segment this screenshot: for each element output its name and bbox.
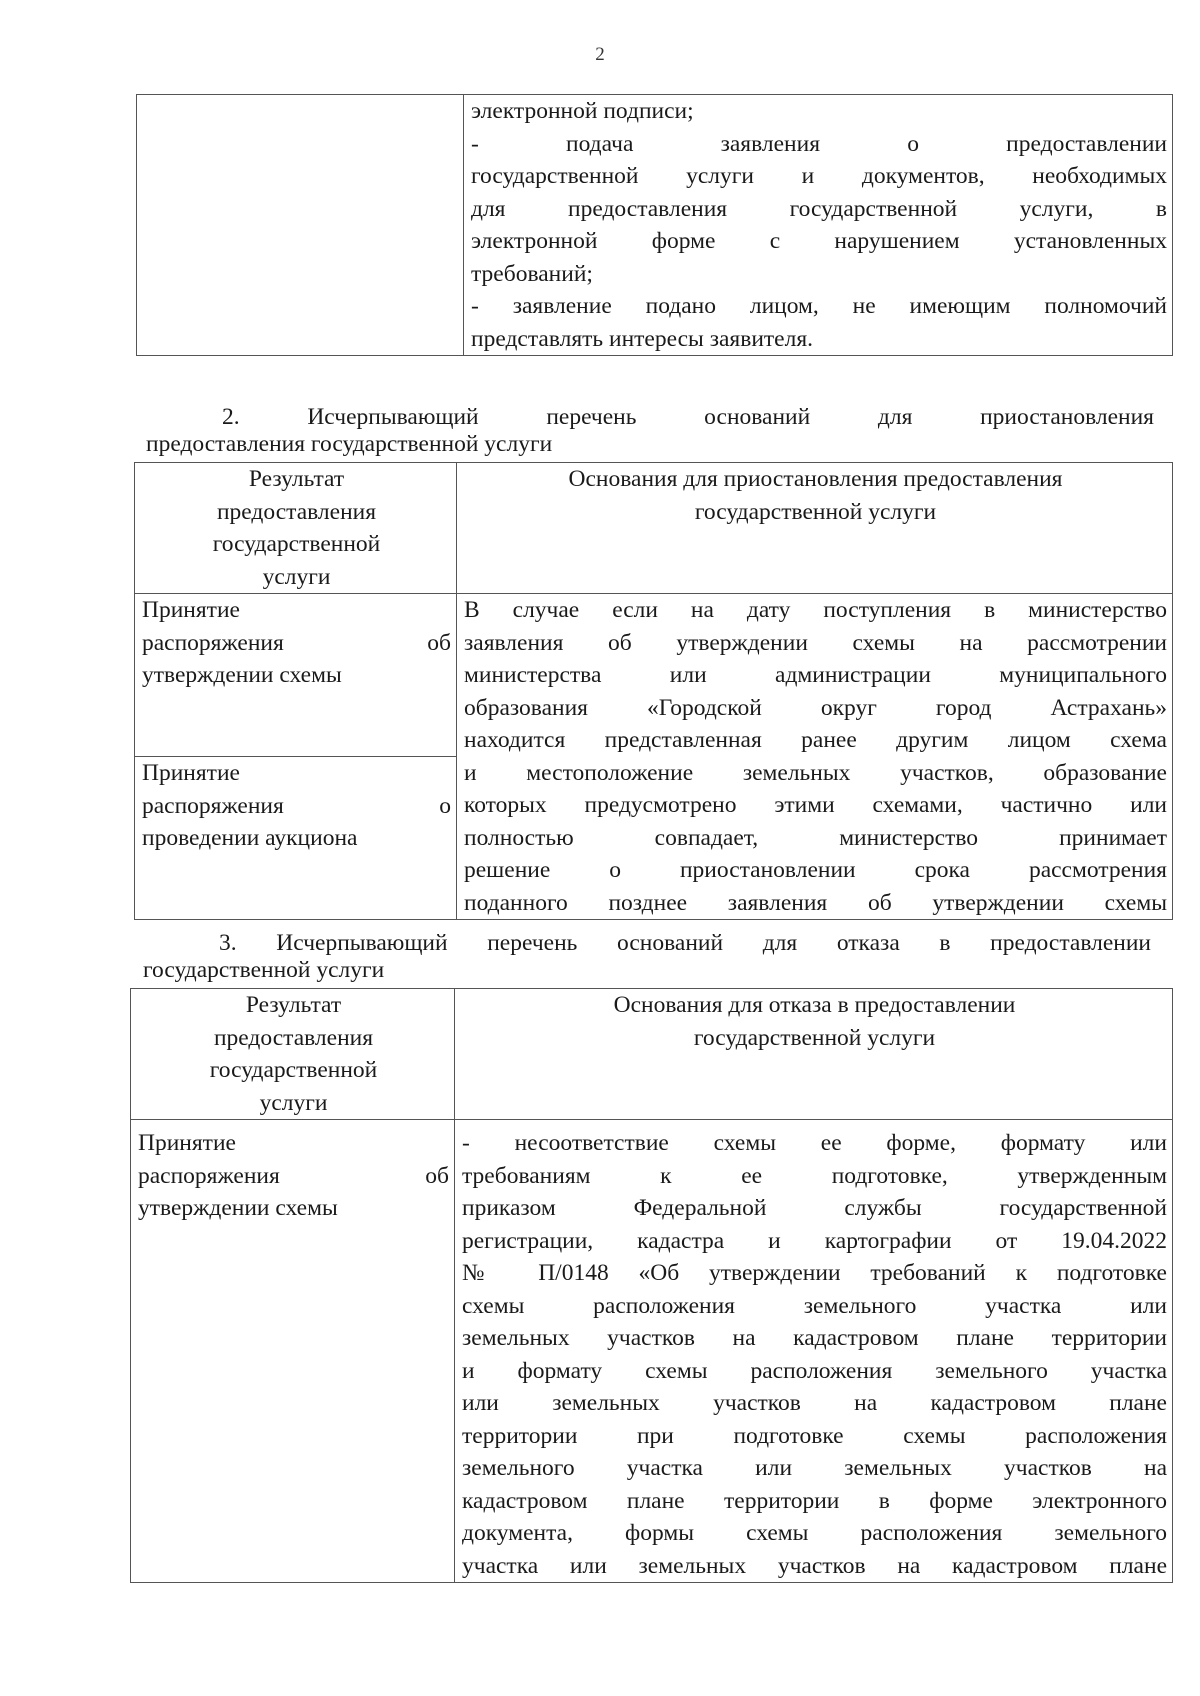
header-line: услуги [262, 563, 331, 590]
result-cell [135, 594, 457, 757]
text-line: Принятие [142, 597, 240, 623]
table-header-row [131, 989, 1173, 1120]
header-grounds-cell [455, 989, 1173, 1120]
header-line: государственной [209, 1057, 378, 1083]
header-line: государственной услуги [693, 1024, 936, 1051]
text-line: схемы расположения земельного участка или [462, 1292, 1167, 1319]
grounds-cell [464, 95, 1173, 356]
text-line: распоряжения об [138, 1162, 449, 1189]
text-line: участка или земельных участков на кадастровом плане [462, 1552, 1167, 1579]
header-result-cell [131, 989, 455, 1120]
text-line: распоряжения о [142, 792, 451, 819]
header-line: Основания для отказа в предоставлении [613, 992, 1016, 1018]
text-line: кадастровом плане территории в форме электронного [462, 1487, 1167, 1514]
heading-line: 2. Исчерпывающий перечень оснований для приостановления [222, 404, 1154, 430]
page-number: 2 [595, 44, 605, 65]
text-line: полностью совпадает, министерство принимает [464, 824, 1167, 851]
header-line: предоставления [216, 498, 377, 525]
heading-line: 3. Исчерпывающий перечень оснований для отказа в предоставлении [219, 930, 1151, 956]
text-line: заявления об утверждении схемы на рассмотрении [464, 629, 1167, 656]
section-2-heading [146, 404, 1154, 458]
text-line: земельного участка или земельных участков на [462, 1455, 1167, 1481]
suspension-grounds-table [134, 462, 1173, 920]
text-line: проведении аукциона [142, 825, 358, 851]
header-line: Результат [245, 992, 342, 1018]
text-line: требованиям к ее подготовке, утвержденным [462, 1162, 1167, 1189]
text-line: земельных участков на кадастровом плане территории [462, 1325, 1167, 1351]
text-line: решение о приостановлении срока рассмотрения [464, 857, 1167, 883]
text-line: приказом Федеральной службы государственной [462, 1195, 1167, 1221]
section-3-heading [143, 930, 1151, 984]
text-line: которых предусмотрено этими схемами, частично или [464, 792, 1167, 818]
text-line: утверждении схемы [142, 662, 342, 688]
text-line: и местоположение земельных участков, образование [464, 759, 1167, 786]
text-line: - подача заявления о предоставлении [471, 130, 1167, 157]
grounds-cell [457, 594, 1173, 920]
table-row [135, 594, 1173, 757]
result-cell [131, 1120, 455, 1583]
text-line: территории при подготовке схемы расположения [462, 1422, 1167, 1449]
grounds-cell [455, 1120, 1173, 1583]
text-line: или земельных участков на кадастровом плане [462, 1390, 1167, 1416]
refusal-grounds-table [130, 988, 1173, 1583]
text-line: министерства или администрации муниципального [464, 662, 1167, 688]
header-line: Результат [248, 466, 345, 492]
text-line: образования «Городской округ город Астрахань» [464, 694, 1167, 721]
text-line: электронной форме с нарушением установленных [471, 228, 1167, 254]
header-result-cell [135, 463, 457, 594]
text-line: регистрации, кадастра и картографии от 19.04.2022 [462, 1227, 1167, 1254]
text-line: Принятие [138, 1130, 236, 1156]
header-line: услуги [259, 1089, 328, 1116]
text-line: для предоставления государственной услуги, в [471, 195, 1167, 222]
text-line: поданного позднее заявления об утверждении схемы [464, 889, 1167, 916]
heading-line: предоставления государственной услуги [146, 431, 553, 457]
heading-line: государственной услуги [143, 957, 385, 983]
table-row [131, 1120, 1173, 1583]
header-grounds-cell [457, 463, 1173, 594]
text-line: утверждении схемы [138, 1195, 338, 1221]
text-line: В случае если на дату поступления в министерство [464, 597, 1167, 623]
text-line: представлять интересы заявителя. [471, 325, 814, 352]
text-line: № П/0148 «Об утверждении требований к подготовке [462, 1260, 1167, 1286]
text-line: - несоответствие схемы ее форме, формату или [462, 1130, 1167, 1156]
text-line: находится представленная ранее другим лицом схема [464, 727, 1167, 753]
text-line: - заявление подано лицом, не имеющим полномочий [471, 293, 1167, 319]
header-line: Основания для приостановления предоставления [568, 466, 1063, 492]
text-line: распоряжения об [142, 629, 451, 656]
text-line: электронной подписи; [471, 98, 694, 124]
empty-cell [137, 95, 464, 356]
continuation-table [136, 94, 1173, 356]
text-line: и формату схемы расположения земельного участка [462, 1357, 1167, 1384]
text-line: документа, формы схемы расположения земельного [462, 1520, 1167, 1546]
result-cell [135, 757, 457, 920]
table-row [137, 95, 1173, 356]
text-line: требований; [471, 260, 593, 287]
header-line: государственной услуги [694, 498, 937, 525]
table-header-row [135, 463, 1173, 594]
header-line: государственной [212, 531, 381, 557]
text-line: государственной услуги и документов, необходимых [471, 163, 1167, 189]
header-line: предоставления [213, 1024, 374, 1051]
text-line: Принятие [142, 760, 240, 786]
